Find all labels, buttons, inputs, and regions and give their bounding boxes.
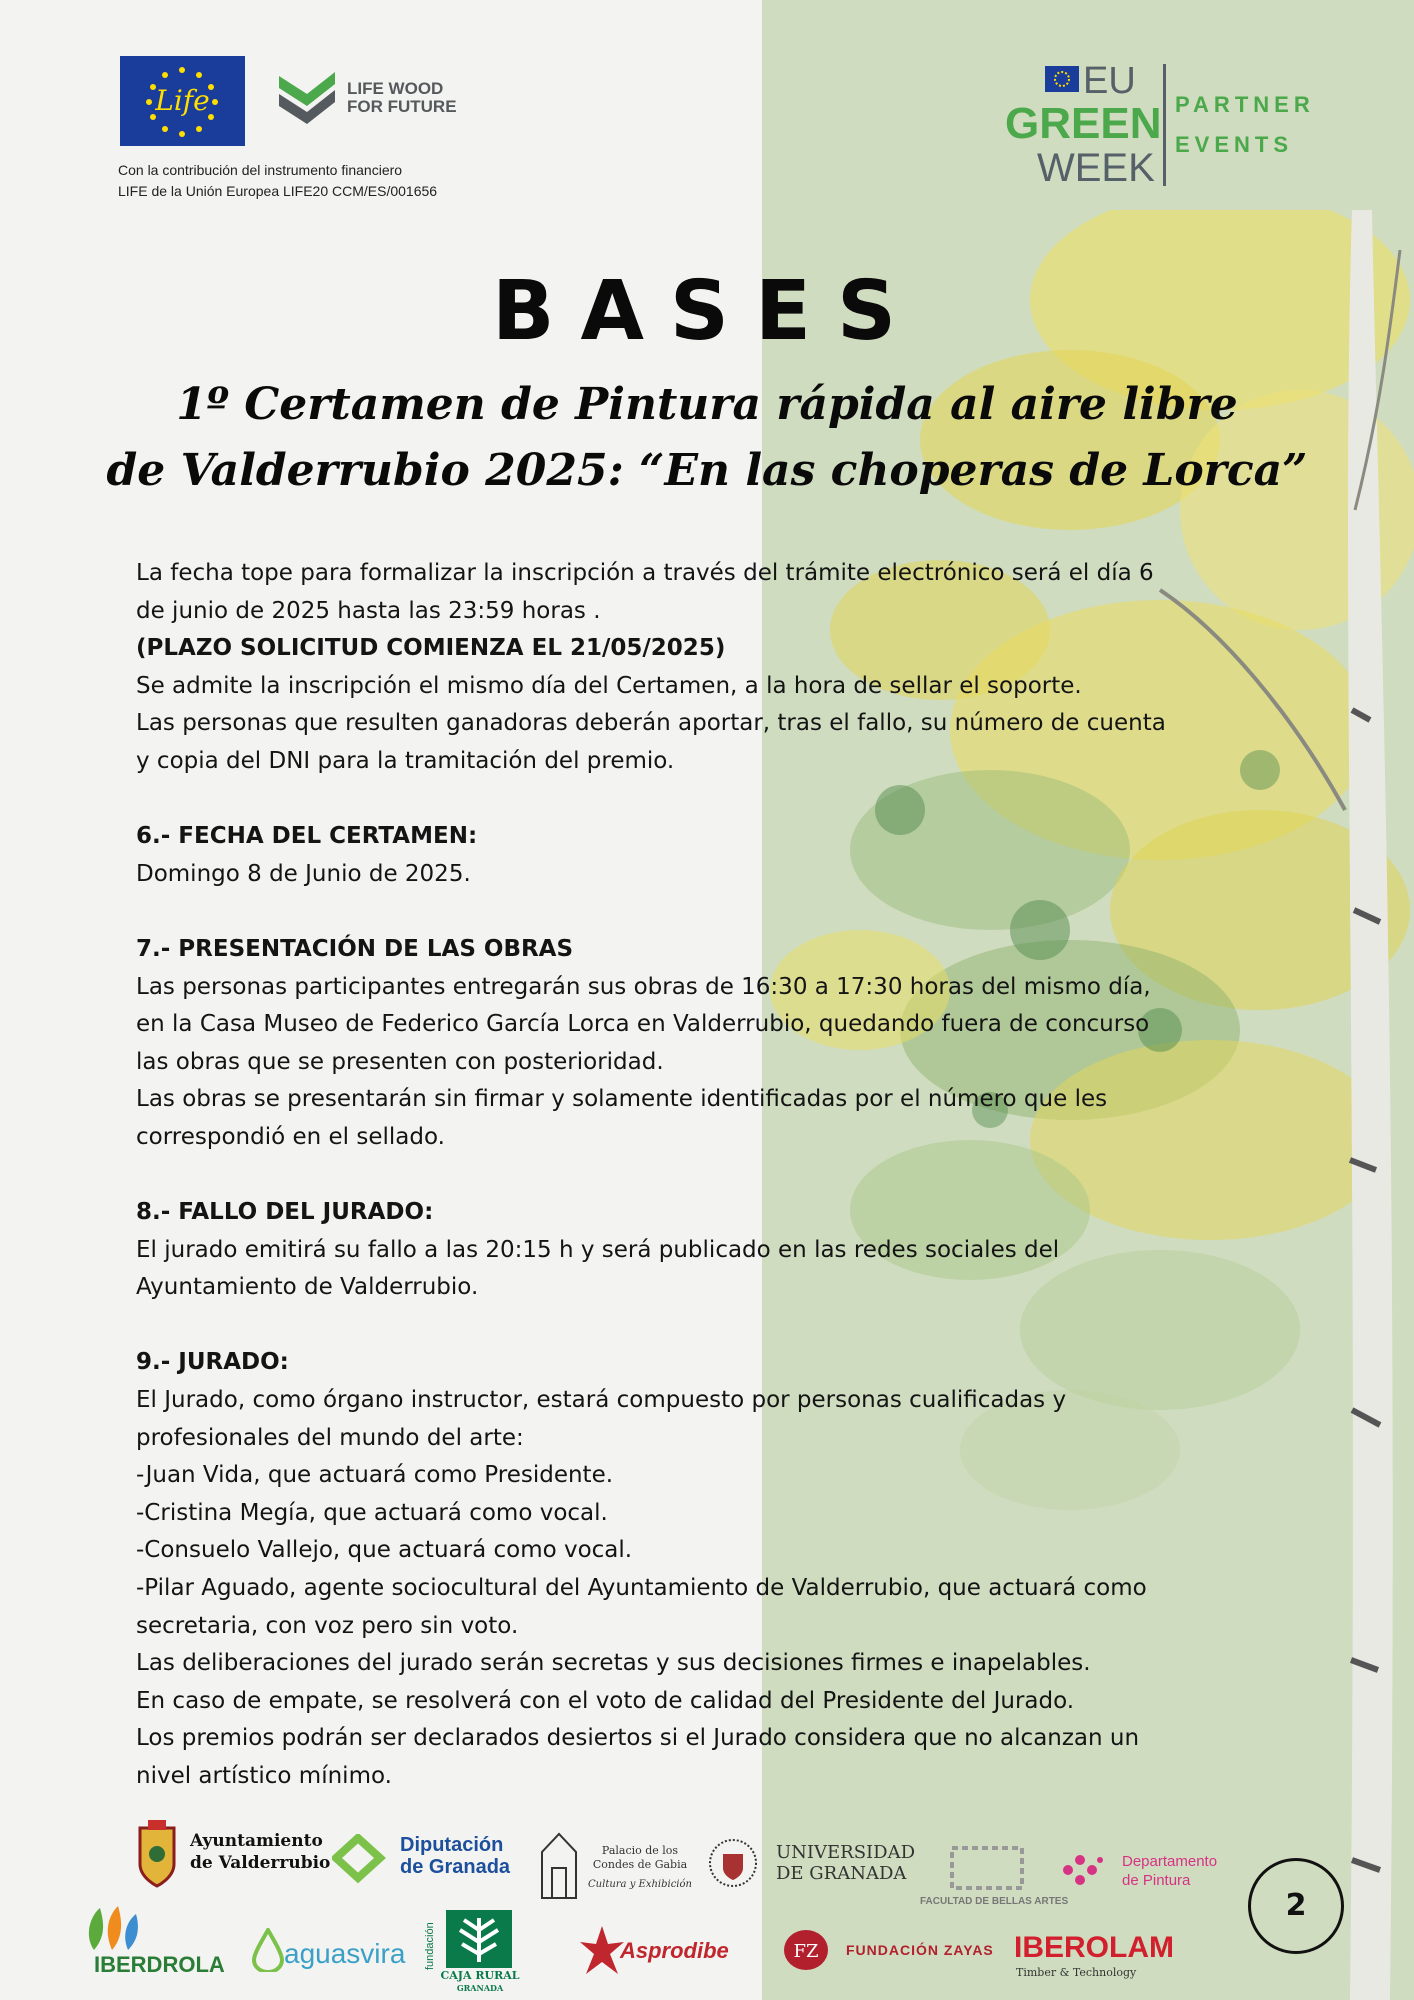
subtitle-line1: 1º Certamen de Pintura rápida al aire libre [176,379,1238,430]
diputacion-line2: de Granada [400,1856,511,1878]
egw-eu: EU [1083,60,1136,102]
jury-member: -Juan Vida, que actuará como Presidente. [136,1462,614,1489]
jury-member: -Consuelo Vallejo, que actuará como vocal. [136,1537,633,1564]
diputacion-granada-logo [400,1834,510,1878]
eu-life-logo-text: Life [155,84,210,117]
caja-rural-tree-icon [446,1910,512,1968]
paragraph-line: las obras que se presenten con posterioridad. [136,1048,664,1075]
asprodibe-star-icon [580,1924,624,1978]
departamento-pintura-icon [1060,1850,1106,1890]
eu-flag-icon [1045,66,1079,92]
ugr-line2: DE GRANADA [776,1863,907,1884]
page-title: BASES [491,264,923,359]
paragraph-line: Las obras se presentarán sin firmar y solamente identificadas por el número que les [136,1086,1108,1113]
egw-week: WEEK [1037,146,1155,190]
palacio-condes-gabia-logo [586,1844,694,1892]
caja-rural-line2: GRANADA [456,1983,504,1993]
rules-body [136,555,1286,1796]
palacio-line1: Palacio de los [601,1844,679,1857]
valderrubio-crest-icon [134,1820,180,1890]
paragraph-line: El Jurado, como órgano instructor, estará compuesto por personas cualificadas y [136,1387,1067,1414]
section-heading-8: 8.- FALLO DEL JURADO: [136,1199,434,1226]
sponsor-logos [0,1810,1414,2000]
paragraph-line: Los premios podrán ser declarados desiertos si el Jurado considera que no alcanzan un [136,1725,1140,1752]
paragraph-line: Las personas participantes entregarán sus obras de 16:30 a 17:30 horas del mismo día, [136,973,1151,1000]
egw-divider [1163,64,1166,186]
departamento-pintura-logo [1122,1852,1217,1890]
life-wood-for-future-logo [275,66,465,132]
eu-green-week-logo [1003,60,1323,192]
caja-rural-fundacion: fundación [424,1922,436,1970]
ugr-seal-icon [708,1838,758,1888]
ayto-line1: Ayuntamiento [190,1831,323,1851]
paragraph-line: en la Casa Museo de Federico García Lorca en Valderrubio, quedando fuera de concurso [136,1011,1150,1038]
ayto-line2: de Valderrubio [190,1853,331,1873]
palacio-building-icon [538,1828,580,1902]
svg-text:FZ: FZ [793,1941,819,1962]
paragraph-line: Domingo 8 de Junio de 2025. [136,860,471,887]
paragraph-line: Las personas que resulten ganadoras deberán aportar, tras el fallo, su número de cuenta [136,710,1166,737]
eu-life-logo [120,56,245,146]
paragraph-line: El jurado emitirá su fallo a las 20:15 h y será publicado en las redes sociales del [136,1236,1060,1263]
paragraph-line: profesionales del mundo del arte: [136,1424,524,1451]
deadline-notice: (PLAZO SOLICITUD COMIENZA EL 21/05/2025) [136,635,726,662]
section-heading-7: 7.- PRESENTACIÓN DE LAS OBRAS [136,935,574,962]
subtitle [0,372,1414,504]
paragraph-line: correspondió en el sellado. [136,1123,445,1150]
ugr-line1: UNIVERSIDAD [776,1842,916,1863]
contribution-note [118,160,437,202]
paragraph-line: y copia del DNI para la tramitación del premio. [136,747,675,774]
depto-line2: de Pintura [1122,1872,1191,1889]
paragraph-line: nivel artístico mínimo. [136,1763,392,1789]
ayuntamiento-valderrubio-logo [190,1830,330,1874]
paragraph-line: Ayuntamiento de Valderrubio. [136,1274,479,1301]
iberolam-subtitle: Timber & Technology [1016,1966,1137,1979]
palacio-line3: Cultura y Exhibición [588,1879,692,1890]
caja-rural-text [440,1970,520,1994]
subtitle-line2: de Valderrubio 2025: “En las choperas de Lorca” [106,445,1308,496]
diputacion-diamond-icon [332,1834,396,1884]
paragraph-line: secretaria, con voz pero sin voto. [136,1612,519,1639]
bellas-artes-logo: FACULTAD DE BELLAS ARTES [920,1896,1069,1907]
paragraph-line: Las deliberaciones del jurado serán secretas y sus decisiones firmes e inapelables. [136,1650,1091,1677]
contribution-line2: LIFE de la Unión Europea LIFE20 CCM/ES/001656 [118,183,438,199]
iberdrola-logo: IBERDROLA [94,1952,225,1977]
chevron-stack-icon [275,66,339,132]
fundacion-zayas-logo: FUNDACIÓN ZAYAS [846,1942,994,1958]
aguasvira-logo: aguasvira [284,1938,406,1969]
caja-rural-granada-logo [424,1910,522,2000]
bellas-artes-grid-icon [950,1846,1024,1890]
fundacion-zayas-emblem-icon [782,1928,830,1972]
section-heading-9: 9.- JURADO: [136,1349,289,1376]
asprodibe-logo: Asprodibe [620,1938,729,1963]
aguasvira-drop-icon [250,1928,286,1972]
contribution-line1: Con la contribución del instrumento financiero [118,162,403,178]
paragraph-line: En caso de empate, se resolverá con el voto de calidad del Presidente del Jurado. [136,1687,1075,1714]
palacio-line2: Condes de Gabia [592,1858,688,1871]
egw-partner: PARTNER [1175,92,1315,117]
iberdrola-leaf-icon [84,1906,140,1950]
egw-green: GREEN [1005,99,1162,148]
section-heading-6: 6.- FECHA DEL CERTAMEN: [136,823,478,850]
jury-member: -Cristina Megía, que actuará como vocal. [136,1499,608,1526]
iberolam-logo: IBEROLAM [1014,1931,1174,1964]
page-number: 2 [1248,1858,1344,1954]
jury-member: -Pilar Aguado, agente sociocultural del Ayuntamiento de Valderrubio, que actuará como [136,1575,1147,1602]
life-wood-line2: FOR FUTURE [347,97,457,116]
diputacion-line1: Diputación [400,1834,504,1856]
paragraph-line: Se admite la inscripción el mismo día del Certamen, a la hora de sellar el soporte. [136,672,1082,699]
egw-events: EVENTS [1175,132,1294,157]
depto-line1: Departamento [1122,1853,1218,1870]
universidad-granada-logo [776,1842,915,1884]
paragraph-line: de junio de 2025 hasta las 23:59 horas . [136,597,601,624]
life-wood-line1: LIFE WOOD [347,79,444,98]
paragraph-line: La fecha tope para formalizar la inscripción a través del trámite electrónico será el día 6 [136,560,1154,586]
caja-rural-line1: CAJA RURAL [440,1969,520,1982]
